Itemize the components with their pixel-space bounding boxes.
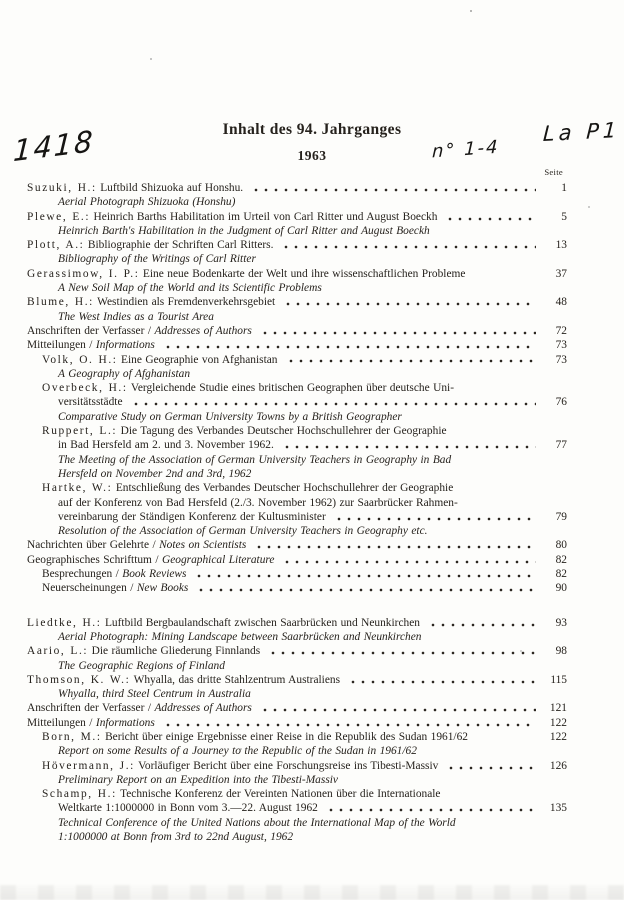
page-column-label: Seite [544,167,563,177]
toc-segment-roman: Whyalla, das dritte Stahlzentrum Australiens [130,673,341,686]
toc-segment-roman: in Bad Hersfeld am 2. und 3. November 1962. [58,439,274,452]
toc-segment-roman: Mitteilungen / [27,339,96,352]
toc-entry-text [58,745,417,757]
toc-segment-roman: Bericht über einige Ergebnisse einer Reise in die Republik des Sudan 1961/62 [101,730,468,743]
toc-line [27,497,567,511]
toc-segment-italic: New Books [136,582,189,595]
volume-year: 1963 [297,148,327,163]
toc-segment-roman: versitätsstädte [58,396,123,409]
dot-leader [251,182,536,196]
scan-edge-noise [0,885,624,900]
toc-entry-text [58,411,402,423]
toc-entry-text [42,788,441,800]
toc-segment-roman: Luftbild Bergbaulandschaft zwischen Saarbrücken und Neunkirchen [101,616,420,629]
toc-entry-text [42,425,447,437]
page-number: 82 [555,568,567,581]
dot-leader [254,539,536,553]
toc-entry-text [42,482,453,494]
toc-line [27,831,567,845]
toc-segment-author: Thomson, K. W.: [27,673,131,686]
toc-segment-roman: Besprechungen / [42,568,123,581]
page-number: 82 [555,553,567,566]
toc-segment-roman: Bibliographie der Schriften Carl Ritters. [84,239,274,252]
toc-line [27,760,567,774]
toc-line [27,660,567,674]
toc-segment-italic: Addresses of Authors [154,702,252,715]
toc-list [27,182,567,845]
page-number: 79 [555,510,567,523]
toc-segment-roman: Geographisches Schrifttum / [27,553,162,566]
toc-entry-text [58,817,456,829]
toc-entry-text [58,660,225,672]
dot-leader [283,296,536,310]
toc-line [27,311,567,325]
dot-leader [446,760,536,774]
toc-segment-roman: Nachrichten über Gelehrte / [27,539,160,552]
toc-entry-text [27,339,155,351]
toc-segment-author: Plewe, E.: [27,210,91,223]
toc-entry-text [58,774,338,786]
toc-entry-text [58,225,430,237]
toc-segment-author: Born, M.: [42,730,102,743]
toc-entry-text [58,396,123,408]
toc-segment-roman: Die räumliche Gliederung Finnlands [88,645,261,658]
toc-segment-italic: Geographical Literature [161,553,275,566]
toc-entry-text [42,354,278,366]
toc-line [27,411,567,425]
toc-entry-text [58,196,235,208]
toc-segment-roman: Die Tagung des Verbandes Deutscher Hochschullehrer der Geographie [117,425,447,438]
toc-segment-roman: Luftbild Shizuoka auf Honshu. [96,182,244,194]
toc-segment-roman: Mitteilungen / [27,716,96,729]
toc-segment-roman: Entschließung des Verbandes Deutscher Hochschullehrer der Geographie [112,482,454,495]
handwritten-shelf-mark: La P1 [542,117,621,147]
toc-entry-text [58,253,256,265]
toc-entry-text [58,688,251,700]
toc-entry-text [42,731,468,743]
toc-line [27,511,567,525]
handwritten-issue-range: n° 1-4 [431,136,500,163]
toc-line [27,354,567,368]
toc-line [27,539,567,553]
toc-segment-author: Hartke, W.: [42,482,113,495]
toc-segment-author: Gerassimow, I. P.: [27,267,140,280]
toc-entry-text [27,702,252,714]
section-gap [27,597,567,617]
toc-entry-text [58,831,293,843]
dot-leader [196,582,536,596]
page-number: 1 [561,182,567,194]
toc-line [27,268,567,282]
toc-segment-roman: Eine neue Bodenkarte der Welt und ihre wissenschaftlichen Probleme [139,267,466,280]
toc-line [27,688,567,702]
toc-entry-text [58,311,214,323]
toc-entry-text [58,525,428,537]
toc-line [27,282,567,296]
toc-segment-italic: A Geography of Afghanistan [58,367,191,380]
toc-entry-text [58,439,274,451]
toc-segment-italic: Preliminary Report on an Expedition into the Tibesti-Massiv [58,773,338,786]
toc-segment-italic: Addresses of Authors [154,324,252,337]
page-number: 93 [555,616,567,629]
page-number: 115 [550,673,567,686]
page-number: 48 [555,296,567,309]
toc-segment-roman: Anschriften der Verfasser / [27,324,155,337]
toc-line [27,325,567,339]
toc-line [27,674,567,688]
page-number: 90 [555,582,567,595]
dot-leader [260,702,536,716]
toc-line [27,582,567,596]
dot-leader [428,617,536,631]
toc-segment-italic: The Geographic Regions of Finland [58,659,225,672]
page-number: 135 [549,802,567,815]
toc-line [27,396,567,410]
dot-leader [281,239,536,253]
toc-segment-italic: The Meeting of the Association of German University Teachers in Geography in Bad [58,453,452,466]
toc-entry-text [27,296,275,308]
toc-line [27,568,567,582]
toc-entry-text [27,325,252,337]
toc-entry-text [27,268,465,280]
dot-leader [194,568,536,582]
toc-line [27,296,567,310]
toc-entry-text [27,554,274,566]
toc-entry-text [58,511,326,523]
toc-segment-italic: Report on some Results of a Journey to the Republic of the Sudan in 1961/62 [58,745,417,758]
toc-line [27,774,567,788]
toc-segment-italic: Whyalla, third Steel Centrum in Australia [58,688,251,701]
toc-entry-text [27,239,273,251]
toc-segment-author: Plott, A.: [27,239,85,252]
toc-line [27,225,567,239]
dot-leader [260,325,536,339]
dot-leader [131,396,536,410]
toc-segment-roman: Technische Konferenz der Vereinten Nationen über die Internationale [116,788,441,801]
page-number: 121 [549,702,567,715]
toc-line [27,525,567,539]
toc-segment-italic: Resolution of the Association of German University Teachers in Geography etc. [58,525,428,538]
toc-line [27,468,567,482]
toc-segment-author: Ruppert, L.: [42,425,118,438]
toc-line [27,211,567,225]
toc-segment-italic: Heinrich Barth's Habilitation in the Judgment of Carl Ritter and August Boeckh [58,224,430,237]
page-number: 37 [555,267,567,280]
page-number: 122 [549,716,567,729]
toc-segment-roman: Eine Geographie von Afghanistan [117,353,278,366]
page-number: 72 [555,324,567,337]
toc-segment-roman: Vergleichende Studie eines britischen Geographen über deutsche Uni- [127,382,454,395]
toc-line [27,631,567,645]
toc-segment-roman: vereinbarung der Ständigen Konferenz der Kultusminister [58,510,326,523]
toc-segment-author: Volk, O. H.: [42,353,118,366]
toc-segment-italic: Aerial Photograph Shizuoka (Honshu) [58,196,236,209]
toc-segment-roman: Heinrich Barths Habilitation im Urteil von Carl Ritter und August Boeckh [90,210,438,223]
dot-leader [326,802,536,816]
dot-leader [282,554,536,568]
toc-line [27,439,567,453]
toc-entry-text [58,454,451,466]
toc-entry-text [42,760,438,772]
scan-speck [470,10,472,12]
toc-segment-author: Overbeck, H.: [42,382,128,395]
toc-segment-author: Liedtke, H.: [27,616,102,629]
toc-line [27,788,567,802]
toc-entry-text [58,802,318,814]
toc-segment-author: Schamp, H.: [42,788,117,801]
dot-leader [268,645,536,659]
toc-entry-text [58,282,322,294]
toc-segment-italic: Notes on Scientists [159,539,247,552]
toc-entry-text [27,617,420,629]
toc-entry-text [27,717,155,729]
toc-segment-author: Hövermann, J.: [42,759,135,772]
toc-line [27,425,567,439]
toc-segment-italic: Technical Conference of the United Nations about the International Map of the World [58,816,456,829]
dot-leader [348,674,536,688]
toc-segment-author: Blume, H.: [27,296,94,309]
toc-entry-text [58,368,190,380]
page-number: 5 [561,210,567,223]
dot-leader [163,717,536,731]
toc-segment-italic: Informations [95,716,155,729]
toc-entry-text [27,539,246,551]
toc-segment-italic: Comparative Study on German University Towns by a British Geographer [58,410,402,423]
page-number: 77 [555,439,567,452]
toc-line [27,554,567,568]
toc-line [27,454,567,468]
toc-segment-italic: Aerial Photograph: Mining Landscape between Saarbrücken and Neunkirchen [58,630,422,643]
page-number: 126 [549,759,567,772]
page-number: 73 [555,353,567,366]
handwritten-catalog-number: 1418 [12,123,96,169]
toc-segment-italic: The West Indies as a Tourist Area [58,310,214,323]
toc-line [27,482,567,496]
toc-segment-roman: Anschriften der Verfasser / [27,702,155,715]
toc-line [27,382,567,396]
dot-leader [282,439,536,453]
toc-entry-text [42,582,188,594]
toc-entry-text [27,645,260,657]
page-number: 13 [555,239,567,252]
toc-line [27,239,567,253]
toc-segment-italic: Hersfeld on November 2nd and 3rd, 1962 [58,467,252,480]
page-number: 80 [555,539,567,552]
toc-entry-text [27,674,340,686]
dot-leader [334,511,536,525]
page-number: 76 [555,396,567,409]
toc-line [27,339,567,353]
toc-segment-roman: Weltkarte 1:1000000 in Bonn vom 3.—22. August 1962 [58,802,318,815]
toc-line [27,617,567,631]
toc-line [27,368,567,382]
toc-line [27,745,567,759]
toc-entry-text [27,182,243,194]
toc-segment-roman: Vorläufiger Bericht über eine Forschungsreise ins Tibesti-Massiv [134,759,439,772]
toc-line [27,717,567,731]
toc-line [27,645,567,659]
toc-segment-roman: auf der Konferenz von Bad Hersfeld (2./3. November 1962) zur Saarbrücker Rahmen- [58,496,458,509]
toc-entry-text [27,211,437,223]
page-number: 98 [555,645,567,658]
toc-segment-italic: Bibliography of the Writings of Carl Ritter [58,253,256,266]
toc-segment-italic: A New Soil Map of the World and its Scientific Problems [58,282,322,295]
toc-segment-italic: Informations [95,339,155,352]
toc-line [27,253,567,267]
toc-segment-author: Aario, L.: [27,645,89,658]
toc-line [27,196,567,210]
toc-segment-italic: Book Reviews [122,568,187,581]
toc-segment-roman: Westindien als Fremdenverkehrsgebiet [93,296,276,309]
toc-entry-text [58,631,421,643]
toc-entry-text [58,497,458,509]
toc-segment-author: Suzuki, H.: [27,182,97,194]
toc-segment-italic: 1:1000000 at Bonn from 3rd to 22nd August, 1962 [58,831,294,844]
toc-line [27,817,567,831]
dot-leader [445,211,536,225]
page-number: 73 [555,339,567,352]
page-number: 122 [549,730,567,743]
dot-leader [163,339,536,353]
toc-line [27,802,567,816]
toc-entry-text [42,568,186,580]
dot-leader [286,354,536,368]
toc-line [27,182,567,196]
toc-entry-text [42,382,454,394]
page-title: Inhalt des 94. Jahrganges [222,121,402,138]
toc-line [27,702,567,716]
toc-segment-roman: Neuerscheinungen / [42,582,137,595]
toc-line [27,731,567,745]
toc-entry-text [58,468,251,480]
